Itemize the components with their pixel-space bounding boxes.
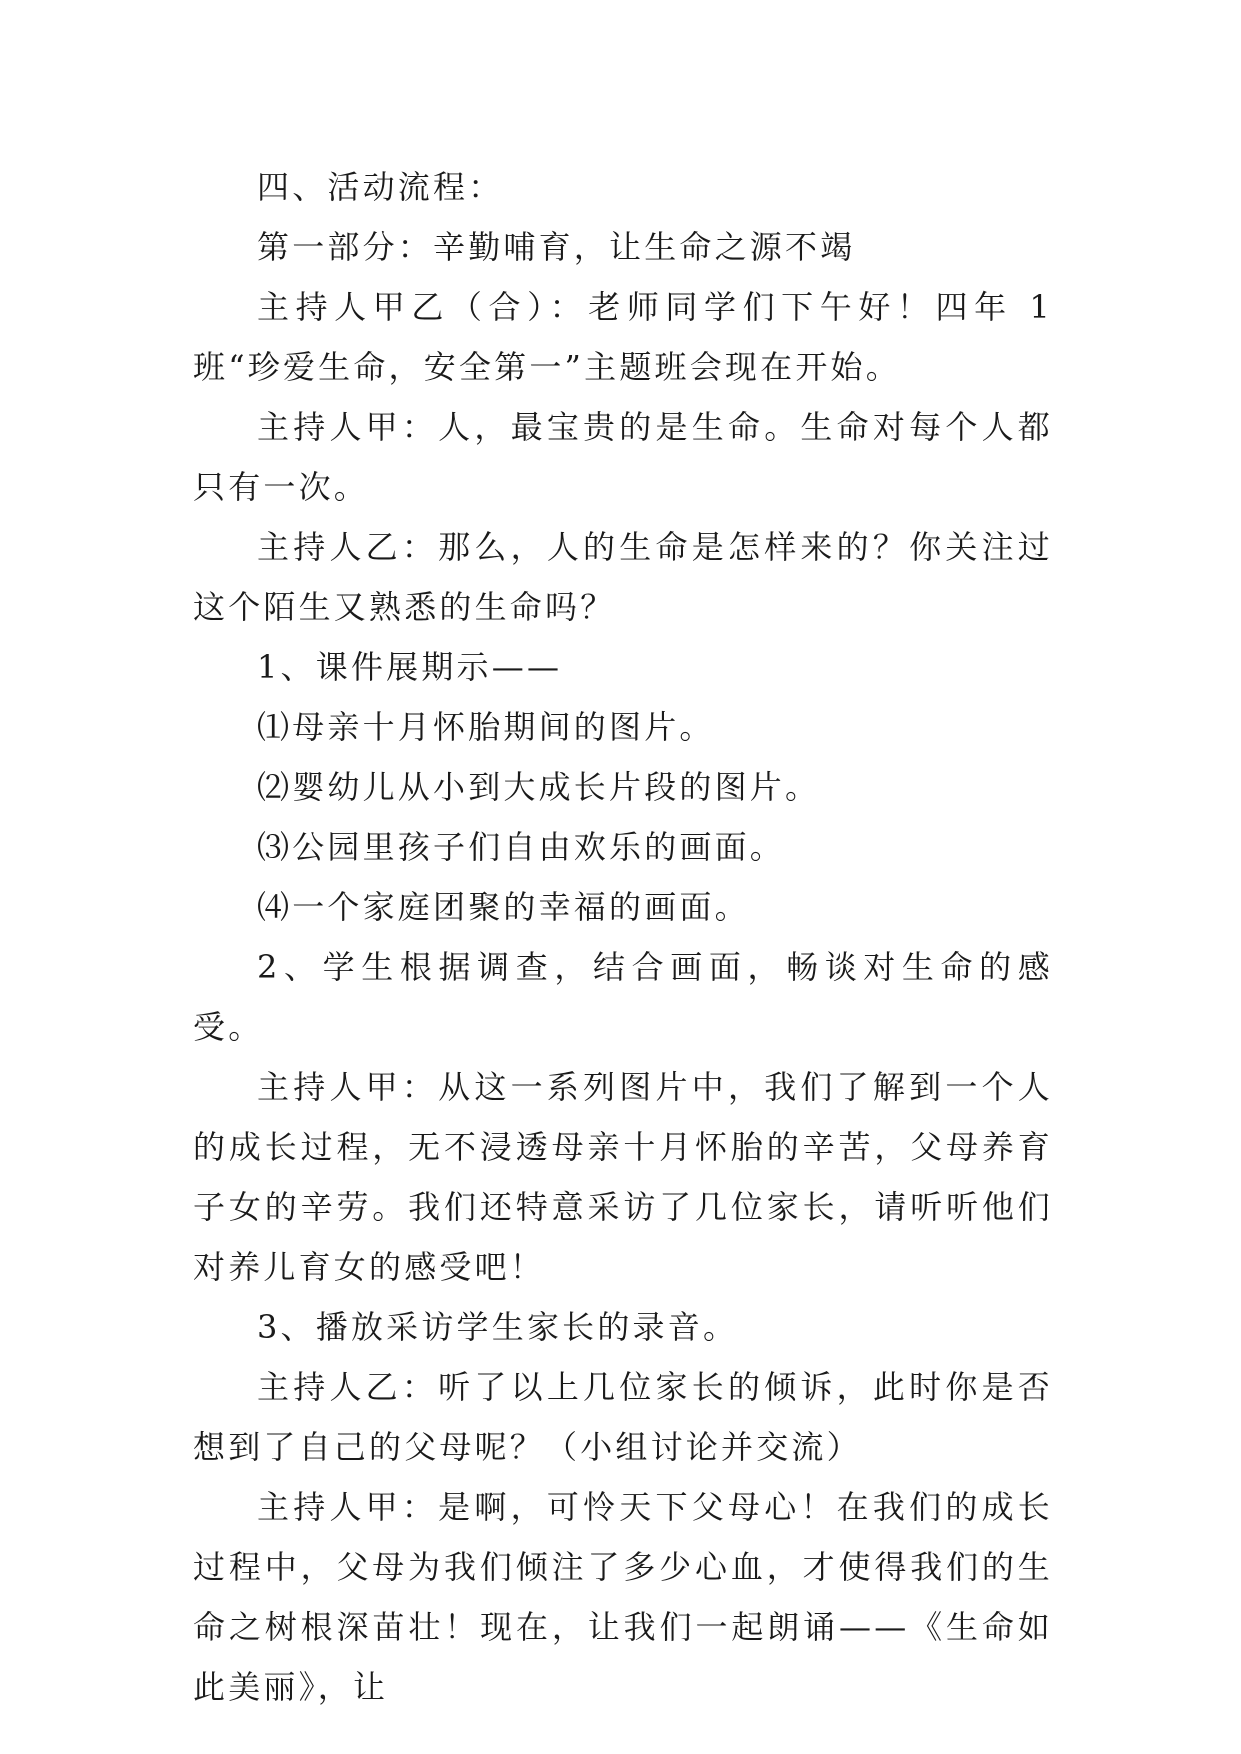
paragraph: 主持人甲：从这一系列图片中，我们了解到一个人的成长过程，无不浸透母亲十月怀胎的辛苦，父母养育子女的辛劳。我们还特意采访了几位家长，请听听他们对养儿育女的感受吧！ <box>193 1068 1053 1286</box>
paragraph: 主持人甲：是啊，可怜天下父母心！在我们的成长过程中，父母为我们倾注了多少心血，才使得我们的生命之树根深苗壮！现在，让我们一起朗诵——《生命如此美丽》，让 <box>193 1488 1053 1706</box>
part-heading: 第一部分：辛勤哺育，让生命之源不竭 <box>257 228 856 266</box>
list-item: ⑵婴幼儿从小到大成长片段的图片。 <box>257 768 821 806</box>
list-item: ⑴母亲十月怀胎期间的图片。 <box>257 708 715 746</box>
paragraph: 主持人乙：那么，人的生命是怎样来的？你关注过这个陌生又熟悉的生命吗？ <box>193 528 1053 626</box>
body-text <box>193 157 1053 1717</box>
list-item: ⑷一个家庭团聚的幸福的画面。 <box>257 888 750 926</box>
list-heading: 3、播放采访学生家长的录音。 <box>257 1308 739 1346</box>
paragraph: 主持人甲乙（合）：老师同学们下午好！四年 1 班“珍爱生命，安全第一”主题班会现在开始。 <box>193 288 1053 386</box>
paragraph: 主持人甲：人，最宝贵的是生命。生命对每个人都只有一次。 <box>193 408 1053 506</box>
list-heading: 2、学生根据调查，结合画面，畅谈对生命的感受。 <box>193 948 1053 1046</box>
list-heading: 1、课件展期示—— <box>257 648 563 686</box>
list-item: ⑶公园里孩子们自由欢乐的画面。 <box>257 828 786 866</box>
section-heading: 四、活动流程： <box>257 168 504 206</box>
paragraph: 主持人乙：听了以上几位家长的倾诉，此时你是否想到了自己的父母呢？（小组讨论并交流） <box>193 1368 1053 1466</box>
